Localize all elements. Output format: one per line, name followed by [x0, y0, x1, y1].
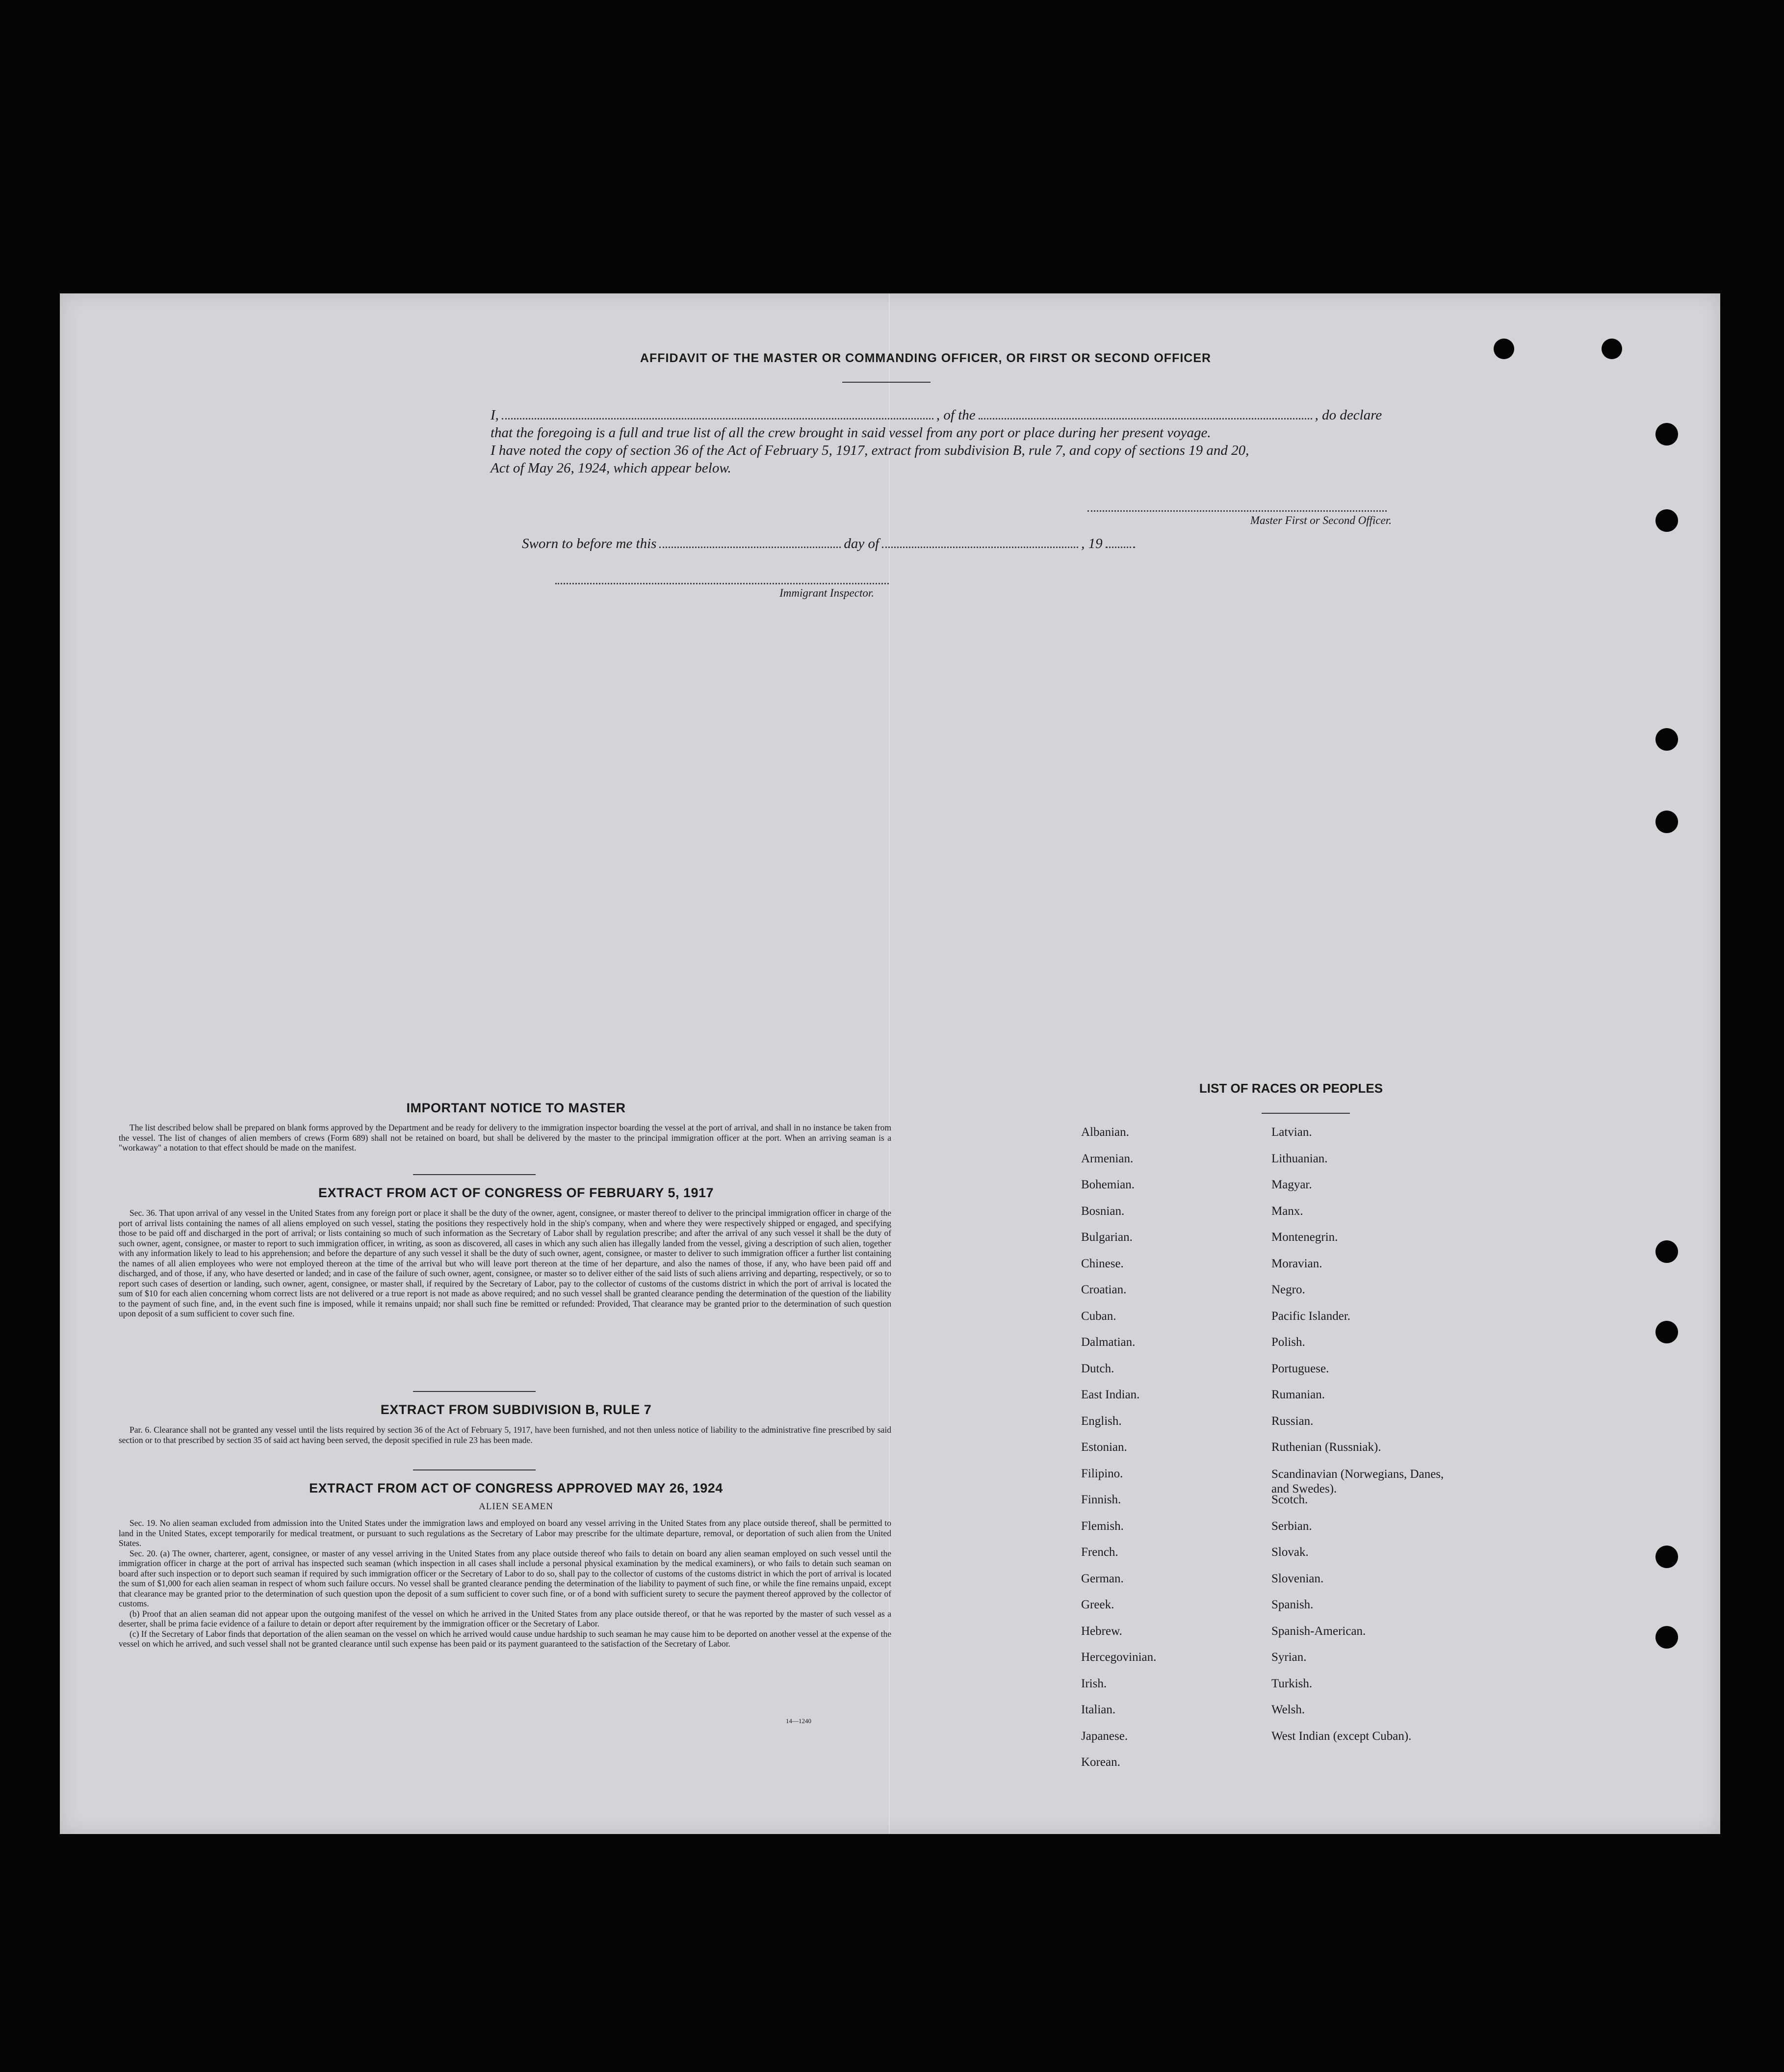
punch-hole [1655, 1321, 1678, 1343]
race-item: Rumanian. [1271, 1388, 1325, 1401]
race-item: Korean. [1081, 1756, 1120, 1769]
race-item: Moravian. [1271, 1257, 1322, 1270]
race-item: German. [1081, 1572, 1124, 1585]
race-item: Bosnian. [1081, 1204, 1125, 1218]
alien-seamen-subtitle: ALIEN SEAMEN [479, 1501, 553, 1512]
divider [413, 1469, 536, 1470]
punch-hole [1655, 728, 1678, 751]
sworn-line: Sworn to before me this day of , 19 [522, 536, 1138, 552]
race-item: West Indian (except Cuban). [1271, 1729, 1412, 1743]
race-item: Flemish. [1081, 1519, 1124, 1533]
race-item: Spanish-American. [1271, 1624, 1366, 1638]
punch-hole [1602, 339, 1622, 359]
race-item: Montenegrin. [1271, 1231, 1338, 1244]
affidavit-line-2: that the foregoing is a full and true list of all the crew brought in said vessel from any port or place during her present voyage. [491, 425, 1211, 441]
notice-text: The list described below shall be prepared on blank forms approved by the Department and be ready for delivery to the immigration inspector boarding the vessel at the port of arrival, and shall in no instance be taken from the vessel. The list of changes of alien members of crews (Form 689) shall not be retained on board, but shall be delivered by the master to the principal immigration officer at the port. When an arriving seaman is a "workaway" a notation to that effect should be made on the manifest. [119, 1123, 891, 1153]
race-item: Latvian. [1271, 1126, 1312, 1139]
race-item: Portuguese. [1271, 1362, 1329, 1375]
race-item: Hebrew. [1081, 1624, 1122, 1638]
race-item: Spanish. [1271, 1598, 1314, 1611]
races-title: LIST OF RACES OR PEOPLES [1199, 1081, 1383, 1096]
race-item: Dalmatian. [1081, 1336, 1136, 1349]
race-item: Manx. [1271, 1204, 1303, 1218]
extract-1917-text: Sec. 36. That upon arrival of any vessel in the United States from any foreign port or place it shall be the duty of the owner, agent, consignee, or master thereof to deliver to the principal immigration officer in charge of the port of arrival lists containing the names of all aliens employed on such vessel, stating the positions they respectively hold in the ship's company, when and where they were respectively shipped or engaged, and specifying those to be paid off and discharged in the port of arrival; or lists containing so much of such information as the Secretary of Labor shall by regulation prescribe; and after the arrival of any such vessel it shall be the duty of such owner, agent, consignee, or master to report to such immigration officer, in writing, as soon as discovered, all cases in which any such alien has illegally landed from the vessel, giving a description of such alien, together with any information likely to lead to his apprehension; and before the departure of any such vessel it shall be the duty of such owner, agent, consignee, or master to deliver to such immigration officer a further list containing the names of all alien employees who were not employed thereon at the time of the arrival but who will leave port thereon at the time of her departure, and also the names of those, if any, who have been paid off and discharged, and of those, if any, who have deserted or landed; and in case of the failure of such owner, agent, consignee, or master so to deliver either of the said lists of such aliens arriving and departing, respectively, or so to report such cases of desertion or landing, such owner, agent, consignee, or master shall, if required by the Secretary of Labor, pay to the collector of customs of the customs district in which the port of arrival is located the sum of $10 for each alien concerning whom correct lists are not delivered or a true report is not made as above required; and no such vessel shall be granted clearance pending the determination of the question of the liability to the payment of such fine, and, in the event such fine is imposed, while it remains unpaid; nor shall such fine be remitted or refunded: Provided, That clearance may be granted prior to the determination of such question upon deposit of a sum sufficient to cover such fine. [119, 1208, 891, 1318]
race-item: Magyar. [1271, 1178, 1312, 1191]
extract-1917-title: EXTRACT FROM ACT OF CONGRESS OF FEBRUARY 5, 1917 [318, 1185, 714, 1200]
race-item: Serbian. [1271, 1519, 1312, 1533]
race-item: Polish. [1271, 1336, 1305, 1349]
punch-hole [1655, 423, 1678, 446]
race-item: Greek. [1081, 1598, 1114, 1611]
extract-1924-title: EXTRACT FROM ACT OF CONGRESS APPROVED MAY 26, 1924 [309, 1481, 723, 1495]
subdivision-b-title: EXTRACT FROM SUBDIVISION B, RULE 7 [380, 1402, 652, 1417]
race-item: Turkish. [1271, 1677, 1313, 1690]
affidavit-line-3: I have noted the copy of section 36 of the Act of February 5, 1917, extract from subdivision B, rule 7, and copy of sections 19 and 20, [491, 443, 1249, 458]
punch-hole [1655, 1626, 1678, 1649]
race-item: Chinese. [1081, 1257, 1124, 1270]
race-item: Croatian. [1081, 1283, 1127, 1296]
divider [842, 382, 931, 383]
race-item: East Indian. [1081, 1388, 1140, 1401]
document-page [60, 293, 1720, 1834]
race-item: Italian. [1081, 1703, 1116, 1716]
inspector-signature-label: Immigrant Inspector. [779, 587, 874, 599]
race-item: Russian. [1271, 1414, 1314, 1428]
race-item: Pacific Islander. [1271, 1309, 1351, 1323]
signature-line [1087, 510, 1387, 512]
subdivision-b-text: Par. 6. Clearance shall not be granted any vessel until the lists required by section 36 of the Act of February 5, 1917, have been furnished, and not then unless notice of liability to the administrative fine prescribed by said section or to that prescribed by section 35 of said act having been served, the deposit specified in rule 23 has been made. [119, 1425, 891, 1445]
divider [413, 1174, 536, 1175]
race-item: Bohemian. [1081, 1178, 1135, 1191]
divider [413, 1391, 536, 1392]
race-item: Japanese. [1081, 1729, 1128, 1743]
affidavit-line-4: Act of May 26, 1924, which appear below. [491, 460, 731, 476]
extract-1924-text: Sec. 19. No alien seaman excluded from admission into the United States under the immigration laws and employed on board any vessel arriving in the United States from any place outside thereof, shall be permitted to land in the United States, except temporarily for medical treatment, or pursuant to such regulations as the Secretary of Labor may prescribe for the ultimate departure, removal, or deportation of such alien from the United States. Sec. 20. (a) The owner, charterer, agent, consignee, or master of any vessel arriving in the United States from any place outside thereof who fails to detain on board any alien seaman employed on such vessel until the immigration officer in charge at the port of arrival has inspected such seaman (which inspection in all cases shall include a personal physical examination by the medical examiners), or who fails to detain such seaman on board after such inspection or to deport such seaman if required by such immigration officer or the Secretary of Labor to do so, shall pay to the collector of customs of the customs district in which the port of arrival is located the sum of $1,000 for each alien seaman in respect of whom such failure occurs. No vessel shall be granted clearance pending the determination of the liability to payment of such fine, or while the fine remains unpaid, except that clearance may be granted prior to the determination of such question upon the deposit of a sum sufficient to cover such fine, or of a bond with sufficient surety to secure the payment thereof approved by the collector of customs. (b) Proof that an alien seaman did not appear upon the outgoing manifest of the vessel on which he arrived in the United States from any place outside thereof, or that he was reported by the master of such vessel as a deserter, shall be prima facie evidence of a failure to detain or deport after requirement by the immigration officer or the Secretary of Labor. (c) If the Secretary of Labor finds that deportation of the alien seaman on the vessel on which he arrived would cause undue hardship to such seaman he may cause him to be deported on another vessel at the expense of the vessel on which he arrived, and such vessel shall not be granted clearance until such expense has been paid or its payment guaranteed to the satisfaction of the Secretary of Labor. [119, 1518, 891, 1649]
race-item: Syrian. [1271, 1651, 1307, 1664]
race-item: Irish. [1081, 1677, 1107, 1690]
race-item: Armenian. [1081, 1152, 1134, 1165]
punch-hole [1655, 509, 1678, 532]
race-item: Bulgarian. [1081, 1231, 1133, 1244]
notice-title: IMPORTANT NOTICE TO MASTER [406, 1101, 626, 1115]
race-item: Scandinavian (Norwegians, Danes, and Swedes). [1271, 1467, 1444, 1495]
affidavit-line-1: I, , of the , do declare [491, 407, 1382, 423]
race-item: Hercegovinian. [1081, 1651, 1157, 1664]
race-item: Negro. [1271, 1283, 1305, 1296]
race-item: Albanian. [1081, 1126, 1129, 1139]
race-item: Estonian. [1081, 1441, 1127, 1454]
race-item: English. [1081, 1414, 1122, 1428]
race-item: Dutch. [1081, 1362, 1114, 1375]
punch-hole [1655, 1240, 1678, 1263]
race-item: Lithuanian. [1271, 1152, 1328, 1165]
race-item: Ruthenian (Russniak). [1271, 1441, 1381, 1454]
form-number: 14—1240 [786, 1717, 811, 1725]
race-item: Finnish. [1081, 1493, 1121, 1506]
punch-hole [1494, 339, 1514, 359]
punch-hole [1655, 811, 1678, 833]
race-item: Slovenian. [1271, 1572, 1324, 1585]
race-item: French. [1081, 1546, 1118, 1559]
master-signature-label: Master First or Second Officer. [1250, 514, 1392, 526]
race-item: Scotch. [1271, 1493, 1308, 1506]
race-item: Filipino. [1081, 1467, 1123, 1480]
race-item: Welsh. [1271, 1703, 1305, 1716]
affidavit-title: AFFIDAVIT OF THE MASTER OR COMMANDING OFFICER, OR FIRST OR SECOND OFFICER [640, 351, 1212, 365]
signature-line [555, 583, 889, 584]
race-item: Slovak. [1271, 1546, 1309, 1559]
punch-hole [1655, 1546, 1678, 1568]
race-item: Cuban. [1081, 1309, 1116, 1323]
divider [1262, 1113, 1350, 1114]
